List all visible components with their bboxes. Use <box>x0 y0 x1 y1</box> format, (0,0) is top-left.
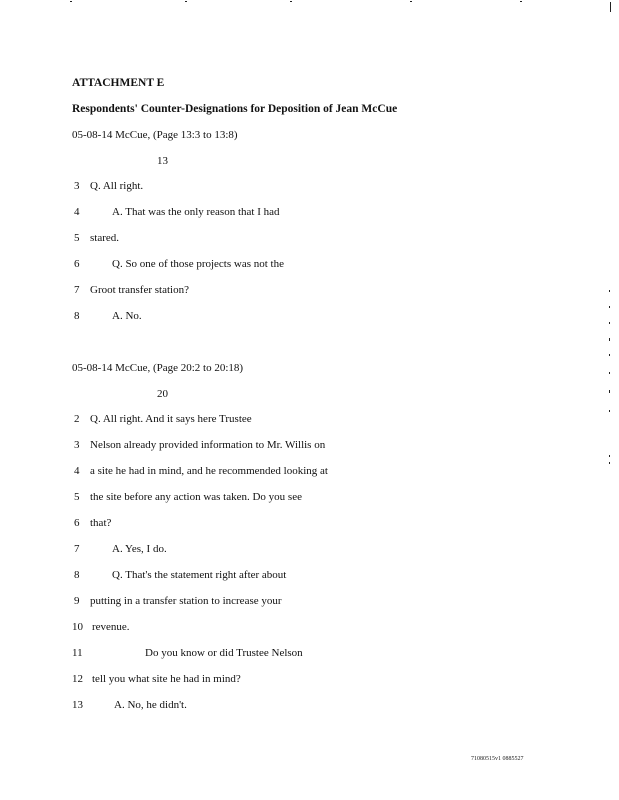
scan-artifact <box>609 372 610 374</box>
line-text: putting in a transfer station to increase your <box>90 595 282 607</box>
line-number: 11 <box>72 647 83 659</box>
scan-artifact <box>520 1 522 2</box>
line-text: tell you what site he had in mind? <box>92 673 241 685</box>
line-number: 8 <box>74 569 80 581</box>
line-number: 7 <box>74 543 80 555</box>
line-number: 13 <box>72 699 83 711</box>
document-title: Respondents' Counter-Designations for Deposition of Jean McCue <box>72 103 398 115</box>
scan-artifact <box>609 290 610 292</box>
scan-artifact <box>609 306 610 308</box>
line-number: 3 <box>74 180 80 192</box>
line-number: 12 <box>72 673 83 685</box>
line-text: Q. All right. <box>90 180 144 192</box>
line-text: Nelson already provided information to Mr. Willis on <box>90 439 326 451</box>
line-number: 9 <box>74 595 80 607</box>
line-number: 2 <box>74 413 80 425</box>
line-text: Groot transfer station? <box>90 284 189 296</box>
line-text: that? <box>90 517 112 529</box>
line-number: 4 <box>74 465 80 477</box>
section1-citation: 05-08-14 McCue, (Page 13:3 to 13:8) <box>72 129 238 141</box>
line-text: revenue. <box>92 621 130 633</box>
scan-artifact <box>609 462 610 464</box>
line-number: 5 <box>74 232 80 244</box>
line-number: 4 <box>74 206 80 218</box>
line-number: 8 <box>74 310 80 322</box>
line-text: Do you know or did Trustee Nelson <box>145 647 303 659</box>
scan-artifact <box>185 1 187 2</box>
attachment-label: ATTACHMENT E <box>72 77 165 89</box>
line-number: 10 <box>72 621 83 633</box>
line-text: Q. So one of those projects was not the <box>112 258 284 270</box>
line-text: stared. <box>90 232 120 244</box>
line-text: Q. That's the statement right after about <box>112 569 287 581</box>
scan-artifact <box>70 1 72 2</box>
line-number: 7 <box>74 284 80 296</box>
scan-artifact <box>609 455 610 457</box>
scan-artifact <box>609 410 610 412</box>
scan-artifact <box>609 390 610 393</box>
scan-artifact <box>609 354 610 356</box>
scan-artifact <box>609 322 610 324</box>
line-number: 5 <box>74 491 80 503</box>
line-number: 6 <box>74 258 80 270</box>
line-text: A. No. <box>112 310 142 322</box>
line-text: the site before any action was taken. Do you see <box>90 491 302 503</box>
line-number: 3 <box>74 439 80 451</box>
section2-page-number: 20 <box>157 388 168 400</box>
line-text: A. Yes, I do. <box>112 543 167 555</box>
scan-artifact <box>290 1 292 2</box>
scan-artifact <box>609 338 610 341</box>
line-text: A. No, he didn't. <box>114 699 187 711</box>
document-id: 71080515v1 0885527 <box>471 756 524 762</box>
scan-artifact <box>410 1 412 2</box>
section2-citation: 05-08-14 McCue, (Page 20:2 to 20:18) <box>72 362 244 374</box>
line-text: Q. All right. And it says here Trustee <box>90 413 252 425</box>
section1-page-number: 13 <box>157 155 168 167</box>
line-text: A. That was the only reason that I had <box>112 206 280 218</box>
scan-artifact <box>610 2 611 12</box>
line-number: 6 <box>74 517 80 529</box>
line-text: a site he had in mind, and he recommended looking at <box>90 465 328 477</box>
